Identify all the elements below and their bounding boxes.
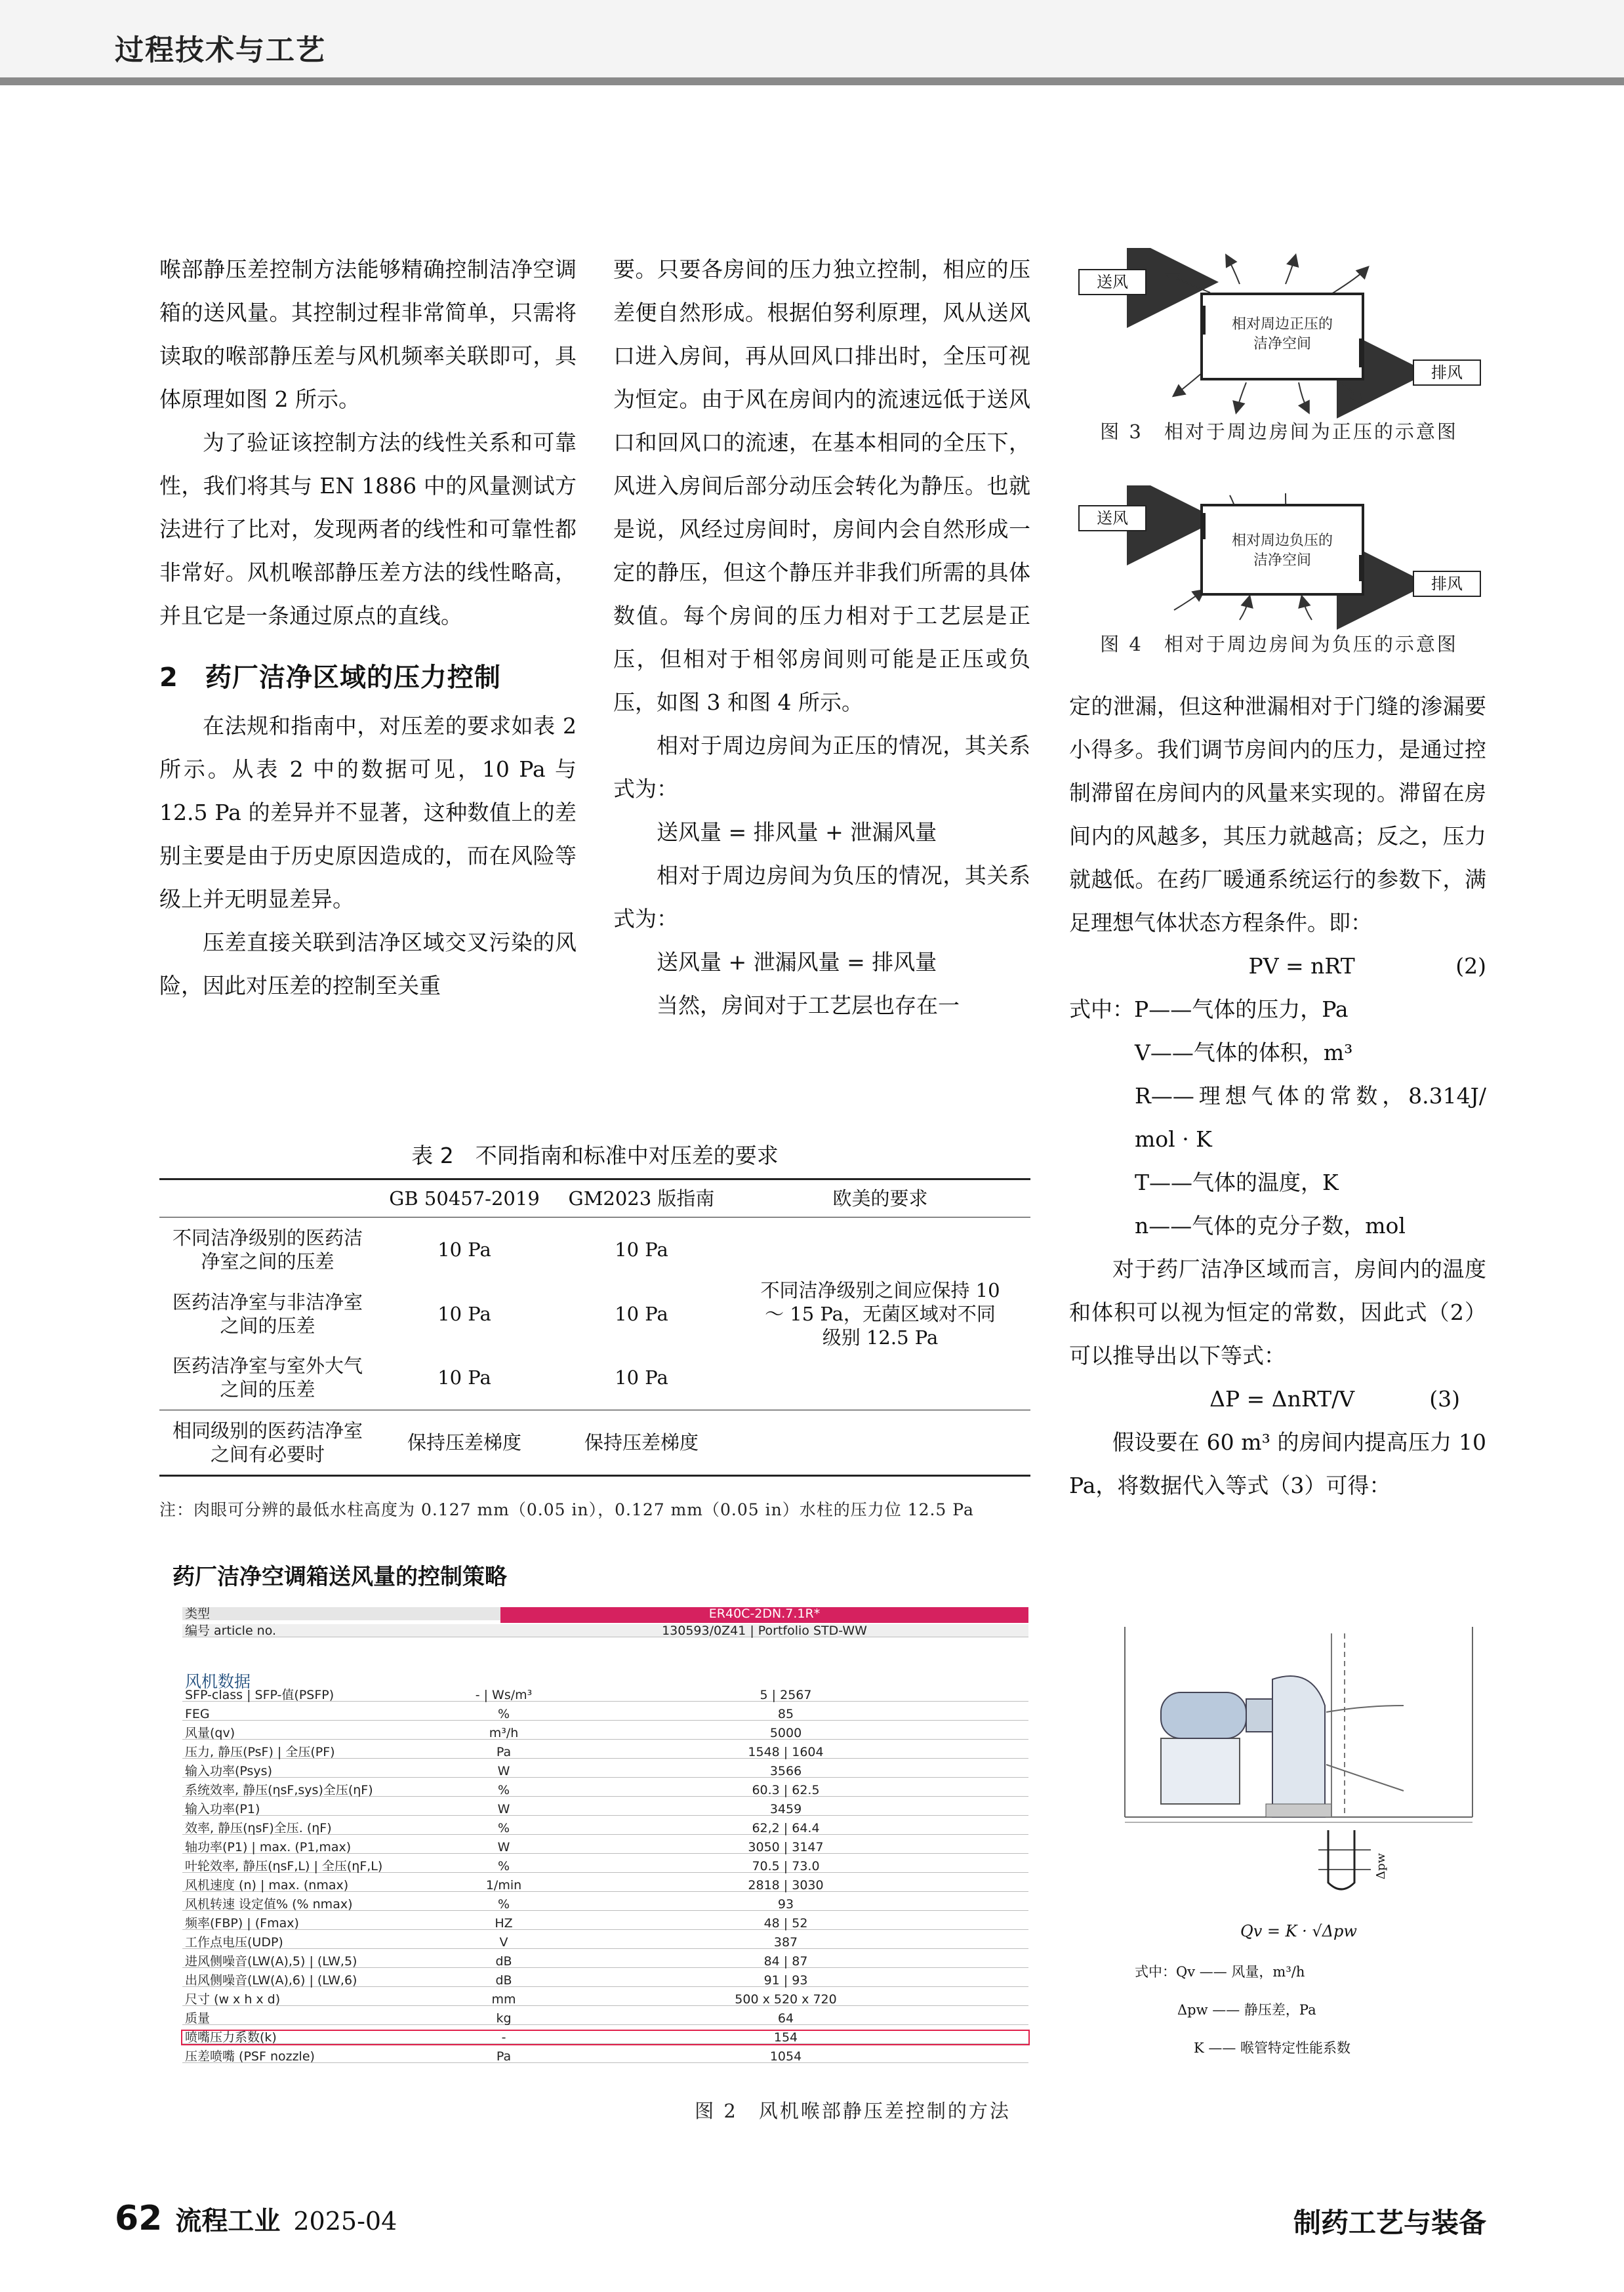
spec-row-name: 轴功率(P1) | max. (P1,max) (185, 1840, 352, 1854)
spec-row-unit: mm (491, 1992, 516, 2007)
spec-row-value: 70.5 | 73.0 (752, 1859, 820, 1873)
spec-row-unit: W (497, 1802, 510, 1816)
equation-3 (1069, 1378, 1486, 1421)
table-cell-gm: 10 Pa (615, 1302, 668, 1325)
spec-row (182, 1917, 1028, 1930)
fig2-legend-2: Δpw —— 静压差，Pa (1177, 2002, 1316, 2018)
spec-row-value: 48 | 52 (763, 1916, 808, 1931)
spec-row (182, 1974, 1028, 1987)
spec-type-value: ER40C-2DN.7.1R* (500, 1607, 1028, 1623)
fig3-supply-label: 送风 (1078, 269, 1147, 295)
table-row-label: 医药洁净室与室外大气之间的压差 (172, 1355, 363, 1401)
spec-title: 药厂洁净空调箱送风量的控制策略 (173, 1564, 507, 1590)
col3-paragraph-1: 定的泄漏，但这种泄漏相对于门缝的渗漏要小得多。我们调节房间内的压力，是通过控制滞留在房间内的风量来实现的。滞留在房间内的风越多，其压力就越高；反之，压力就越低。在药厂暖通系统运行的参数下，满足理想气体状态方程条件。即： (1069, 693, 1486, 935)
table-row-label: 不同洁净级别的医药洁净室之间的压差 (172, 1226, 363, 1273)
table-2-header-gm: GM2023 版指南 (568, 1187, 715, 1210)
spec-row-unit: W (497, 1840, 510, 1854)
table-2-header-eu: 欧美的要求 (832, 1187, 928, 1210)
equation-2 (1069, 945, 1486, 988)
spec-row-unit: 1/min (485, 1878, 522, 1893)
spec-row-value: 85 (777, 1707, 794, 1721)
spec-row-unit: % (497, 1783, 510, 1797)
equation-2-number: (2) (1455, 953, 1486, 979)
journal-date: 2025-04 (293, 2207, 397, 2236)
table-cell-gb: 10 Pa (437, 1238, 491, 1261)
equation-negative: 送风量 + 泄漏风量 = 排风量 (657, 949, 937, 975)
equation-positive: 送风量 = 排风量 + 泄漏风量 (657, 819, 937, 845)
col3-paragraph-2: 对于药厂洁净区域而言，房间内的温度和体积可以视为恒定的常数，因此式（2）可以推导出以下等式： (1069, 1256, 1486, 1368)
column-1 (159, 248, 577, 1008)
where-p: 式中：P——气体的压力，Pa (1069, 996, 1349, 1022)
spec-row-value: 3566 (769, 1764, 802, 1778)
spec-row-name: FEG (185, 1707, 210, 1721)
fan-duct-drawing (1115, 1620, 1482, 1896)
equation-dp: ΔP = ΔnRT/V (1209, 1386, 1355, 1412)
table-row-label: 医药洁净室与非洁净室之间的压差 (172, 1290, 363, 1337)
col1-paragraph-1: 喉部静压差控制方法能够精确控制洁净空调箱的送风量。其控制过程非常简单，只需将读取的喉部静压差与风机频率关联即可，具体原理如图 2 所示。 (159, 256, 577, 412)
col2-paragraph-2: 相对于周边房间为正压的情况，其关系式为： (613, 733, 1030, 802)
spec-row-value: 5000 (769, 1726, 802, 1740)
column-3 (1069, 685, 1486, 1507)
col2-paragraph-3: 相对于周边房间为负压的情况，其关系式为： (613, 863, 1030, 931)
spec-row-name: 风机转速 设定值% (% nmax) (185, 1897, 353, 1912)
spec-article-value: 130593/0Z41 | Portfolio STD-WW (662, 1624, 867, 1638)
where-n: n——气体的克分子数，mol (1135, 1213, 1406, 1238)
spec-row-value: 60.3 | 62.5 (752, 1783, 820, 1797)
table-2-title: 表 2 不同指南和标准中对压差的要求 (411, 1143, 779, 1168)
figure-2-diagram (1115, 1620, 1482, 2056)
spec-row-value: 1054 (769, 2049, 802, 2064)
spec-row-value: 2818 | 3030 (748, 1878, 824, 1893)
spec-row (182, 1688, 1028, 1702)
header-title: 过程技术与工艺 (115, 33, 326, 67)
spec-row-unit: kg (496, 2011, 512, 2026)
where-t: T——气体的温度，K (1135, 1170, 1339, 1195)
spec-article-label: 编号 article no. (185, 1624, 277, 1638)
dp-label: Δpw (1374, 1853, 1388, 1879)
spec-row (182, 1765, 1028, 1778)
footer-left (115, 2199, 397, 2238)
table-2-header-empty (159, 1179, 376, 1218)
spec-row-unit: dB (495, 1973, 512, 1988)
footer-section: 制药工艺与装备 (1293, 2207, 1486, 2239)
spec-row-name: 系统效率, 静压(ηsF,sys)全压(ηF) (185, 1783, 373, 1797)
spec-row (182, 1898, 1028, 1911)
spec-row-name: 叶轮效率, 静压(ηsF,L) | 全压(ηF,L) (185, 1859, 383, 1873)
spec-row-unit: - | Ws/m³ (475, 1688, 533, 1702)
spec-row-unit: W (497, 1764, 510, 1778)
spec-row (182, 1860, 1028, 1873)
spec-row-value: 93 (777, 1897, 794, 1912)
spec-row (182, 1936, 1028, 1949)
spec-row (182, 1708, 1028, 1721)
spec-row (182, 1841, 1028, 1854)
table-row (159, 1410, 1030, 1476)
spec-row (182, 1879, 1028, 1892)
spec-row (182, 1993, 1028, 2006)
spec-row-name: 进风侧噪音(LW(A),5) | (LW,5) (185, 1954, 357, 1969)
table-cell-gm: 保持压差梯度 (584, 1431, 699, 1454)
table-cell-gb: 保持压差梯度 (407, 1431, 521, 1454)
spec-row-name: 频率(FBP) | (Fmax) (185, 1916, 299, 1931)
spec-row-value: 64 (777, 2011, 794, 2026)
spec-row-unit: V (499, 1935, 508, 1950)
figure-3 (1069, 248, 1489, 458)
col3-paragraph-3: 假设要在 60 m³ 的房间内提高压力 10 Pa，将数据代入等式（3）可得： (1069, 1429, 1486, 1498)
figure-4-caption: 图 4 相对于周边房间为负压的示意图 (1100, 633, 1458, 655)
spec-row (182, 1746, 1028, 1759)
spec-row-unit: % (497, 1707, 510, 1721)
spec-row-unit: - (501, 2030, 506, 2045)
journal-name: 流程工业 (175, 2205, 281, 2236)
spec-row-name: 输入功率(Psys) (185, 1764, 272, 1778)
spec-row (182, 2012, 1028, 2025)
equation-pv: PV = nRT (1248, 953, 1355, 979)
spec-type-label: 类型 (182, 1607, 500, 1620)
spec-row-name: 压差喷嘴 (PSF nozzle) (185, 2049, 315, 2064)
spec-row-unit: % (497, 1859, 510, 1873)
fig2-formula: Qv = K · √Δpw (1240, 1922, 1357, 1940)
col2-paragraph-4: 当然，房间对于工艺层也存在一 (657, 993, 960, 1018)
spec-row-value: 5 | 2567 (760, 1688, 812, 1702)
col1-paragraph-4: 压差直接关联到洁净区域交叉污染的风险，因此对压差的控制至关重 (159, 930, 577, 998)
where-v: V——气体的体积，m³ (1135, 1040, 1353, 1065)
negative-room-label: 相对周边负压的洁净空间 (1231, 533, 1333, 569)
table-2-note: 注：肉眼可分辨的最低水柱高度为 0.127 mm（0.05 in），0.127 mm（0.05 in）水柱的压力位 12.5 Pa (159, 1500, 974, 1519)
table-cell-eu (730, 1410, 1030, 1476)
spec-row-unit: Pa (496, 1745, 512, 1759)
table-cell-gm: 10 Pa (615, 1366, 668, 1389)
spec-row-value: 387 (773, 1935, 798, 1950)
spec-sheet (182, 1607, 1028, 2079)
spec-row-name: 风机速度 (n) | max. (nmax) (185, 1878, 349, 1893)
col2-paragraph-1: 要。只要各房间的压力独立控制，相应的压差便自然形成。根据伯努利原理，风从送风口进入房间，再从回风口排出时，全压可视为恒定。由于风在房间内的流速远低于送风口和回风口的流速，在基本相同的全压下，风进入房间后部分动压会转化为静压。也就是说，风经过房间时，房间内会自然形成一定的静压，但这个静压并非我们所需的具体数值。每个房间的压力相对于工艺层是正压，但相对于相邻房间则可能是正压或负压，如图 3 和图 4 所示。 (613, 256, 1030, 715)
fig2-legend-1: 式中：Qv —— 风量，m³/h (1135, 1964, 1305, 1980)
equation-3-number: (3) (1429, 1386, 1460, 1412)
spec-row-name: 风量(qv) (185, 1726, 235, 1740)
fig4-exhaust-label: 排风 (1413, 571, 1481, 597)
page-number: 62 (115, 2199, 163, 2238)
spec-article-row (182, 1624, 1028, 1637)
section-heading: 2 药厂洁净区域的压力控制 (159, 663, 501, 693)
spec-row-unit: % (497, 1821, 510, 1835)
spec-row (182, 2050, 1028, 2063)
spec-row-name: 尺寸 (w x h x d) (185, 1992, 281, 2007)
fig4-supply-label: 送风 (1078, 505, 1147, 531)
col1-paragraph-3: 在法规和指南中，对压差的要求如表 2 所示。从表 2 中的数据可见，10 Pa 与 12.5 Pa 的差异并不显著，这种数值上的差别主要是由于历史原因造成的，而在风险等级上并无明显差异。 (159, 713, 577, 912)
spec-row-unit: m³/h (489, 1726, 519, 1740)
figure-3-caption: 图 3 相对于周边房间为正压的示意图 (1100, 420, 1458, 443)
spec-row (182, 1784, 1028, 1797)
spec-row-unit: dB (495, 1954, 512, 1969)
spec-row-highlighted (182, 2031, 1028, 2044)
spec-row-value: 62,2 | 64.4 (752, 1821, 820, 1835)
spec-row-value: 500 x 520 x 720 (735, 1992, 837, 2007)
table-2 (159, 1178, 1030, 1477)
spec-row-unit: HZ (495, 1916, 513, 1931)
motor-icon (1161, 1692, 1246, 1738)
figure-4 (1069, 485, 1489, 669)
fig2-legend-3: K —— 喉管特定性能系数 (1194, 2040, 1351, 2056)
spec-row-value: 154 (773, 2030, 798, 2045)
table-cell-gb: 10 Pa (437, 1366, 491, 1389)
spec-row-name: SFP-class | SFP-值(PSFP) (185, 1688, 335, 1702)
spec-row-unit: % (497, 1897, 510, 1912)
table-cell-gm: 10 Pa (615, 1238, 668, 1261)
spec-section-label: 风机数据 (185, 1672, 251, 1691)
table-2-header-gb: GB 50457-2019 (389, 1187, 540, 1210)
column-2 (613, 248, 1030, 1027)
spec-row-value: 1548 | 1604 (748, 1745, 824, 1759)
spec-row-unit: Pa (496, 2049, 512, 2064)
table-cell-gb: 10 Pa (437, 1302, 491, 1325)
spec-row (182, 1955, 1028, 1968)
spec-row-value: 91 | 93 (763, 1973, 808, 1988)
spec-row-value: 3459 (769, 1802, 802, 1816)
spec-row-name: 压力, 静压(PsF) | 全压(PF) (185, 1745, 335, 1759)
spec-row (182, 1803, 1028, 1816)
header-rule (0, 77, 1624, 85)
spec-row-name: 输入功率(P1) (185, 1802, 260, 1816)
table-row (159, 1218, 1030, 1282)
spec-row-name: 出风侧噪音(LW(A),6) | (LW,6) (185, 1973, 357, 1988)
figure-2-caption: 图 2 风机喉部静压差控制的方法 (695, 2100, 1011, 2122)
spec-row-name: 质量 (185, 2011, 211, 2026)
spec-type-row (182, 1607, 1028, 1620)
spec-row (182, 1727, 1028, 1740)
positive-room-label: 相对周边正压的洁净空间 (1231, 316, 1333, 352)
spec-row (182, 1822, 1028, 1835)
table-row-label: 相同级别的医药洁净室之间有必要时 (172, 1420, 363, 1465)
spec-row-name: 效率, 静压(ηsF)全压. (ηF) (185, 1821, 332, 1835)
spec-row-value: 3050 | 3147 (748, 1840, 824, 1854)
table-cell-eu-merged: 不同洁净级别之间应保持 10 ～ 15 Pa，无菌区域对不同级别 12.5 Pa (760, 1279, 1000, 1349)
spec-row-value: 84 | 87 (763, 1954, 808, 1969)
where-r: R——理想气体的常数，8.314J/ mol · K (1135, 1083, 1486, 1152)
fig3-exhaust-label: 排风 (1413, 359, 1481, 386)
col1-paragraph-2: 为了验证该控制方法的线性关系和可靠性，我们将其与 EN 1886 中的风量测试方法进行了比对，发现两者的线性和可靠性都非常好。风机喉部静压差方法的线性略高，并且它是一条通过原点的直线。 (159, 430, 577, 628)
spec-row-name: 喷嘴压力系数(k) (185, 2030, 277, 2045)
spec-row-name: 工作点电压(UDP) (185, 1935, 283, 1950)
